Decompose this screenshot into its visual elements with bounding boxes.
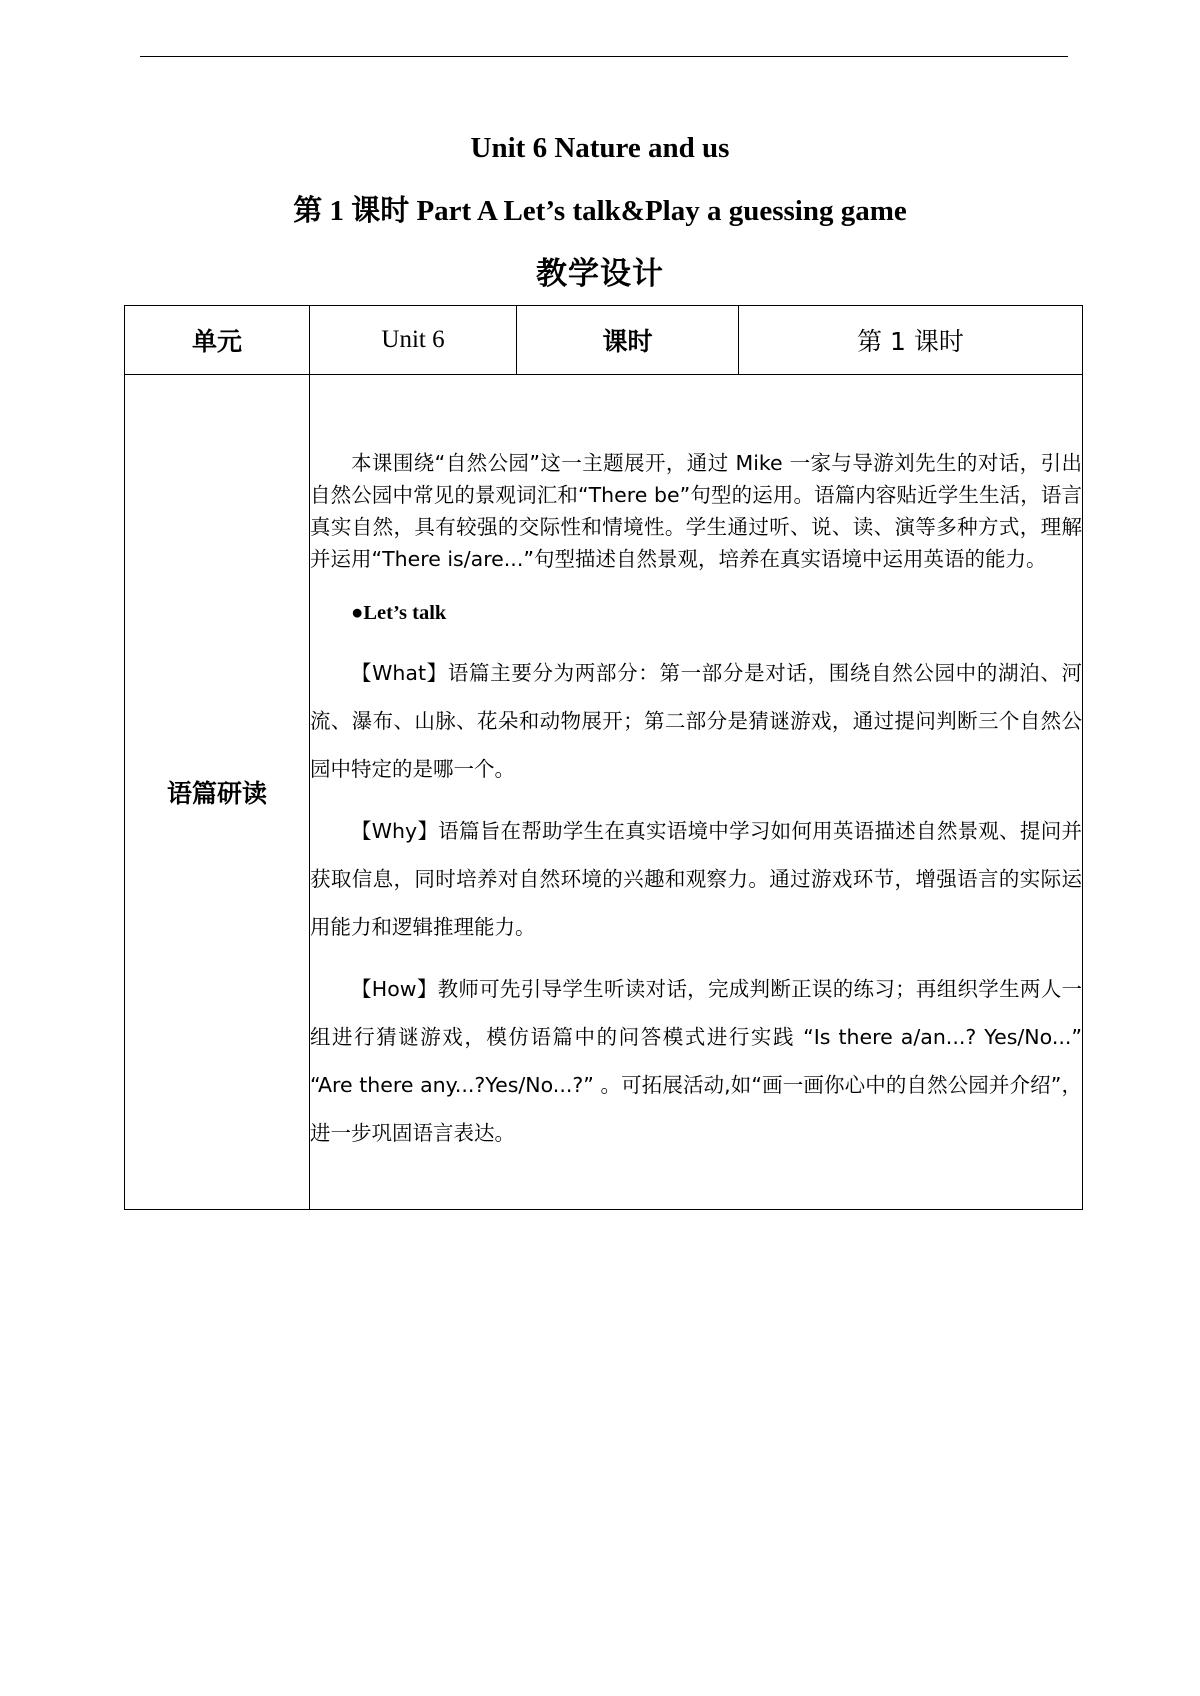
unit-value-cell: Unit 6 (310, 306, 517, 375)
header-rule (140, 56, 1068, 57)
unit-header-cell: 单元 (125, 306, 310, 375)
how-paragraph: 【How】教师可先引导学生听读对话，完成判断正误的练习；再组织学生两人一组进行猜谜游戏，模仿语篇中的问答模式进行实践 “Is there a/an...? Yes/No...” “Are there any...?Yes/No...?” 。可拓展活动,如“画一画你心中的自然公园并介绍”，进一步巩固语言表达。 (310, 977, 1082, 1145)
lesson-design-table (124, 305, 1083, 1210)
lesson-subtitle: 第 1 课时 Part A Let’s talk&Play a guessing game (293, 195, 907, 227)
intro-paragraph: 本课围绕“自然公园”这一主题展开，通过 Mike 一家与导游刘先生的对话，引出自然公园中常见的景观词汇和“There be”句型的运用。语篇内容贴近学生生活，语言真实自然，具有较强的交际性和情境性。学生通过听、说、读、演等多种方式，理解并运用“There is/are...”句型描述自然景观，培养在真实语境中运用英语的能力。 (310, 451, 1082, 571)
period-header-cell: 课时 (517, 306, 739, 375)
what-paragraph: 【What】语篇主要分为两部分：第一部分是对话，围绕自然公园中的湖泊、河流、瀑布、山脉、花朵和动物展开；第二部分是猜谜游戏，通过提问判断三个自然公园中特定的是哪一个。 (310, 661, 1082, 781)
lets-talk-subheading: ●Let’s talk (351, 602, 447, 624)
table-row-text-analysis (125, 375, 1083, 1210)
why-paragraph: 【Why】语篇旨在帮助学生在真实语境中学习如何用英语描述自然景观、提问并获取信息，同时培养对自然环境的兴趣和观察力。通过游戏环节，增强语言的实际运用能力和逻辑推理能力。 (310, 819, 1082, 939)
period-value-cell: 第 1 课时 (739, 306, 1083, 375)
section-label-cell: 语篇研读 (125, 375, 310, 1210)
design-heading: 教学设计 (536, 256, 664, 292)
document-title: Unit 6 Nature and us (470, 132, 730, 164)
text-analysis-cell (310, 375, 1083, 1210)
table-row-unit-info (125, 306, 1083, 375)
